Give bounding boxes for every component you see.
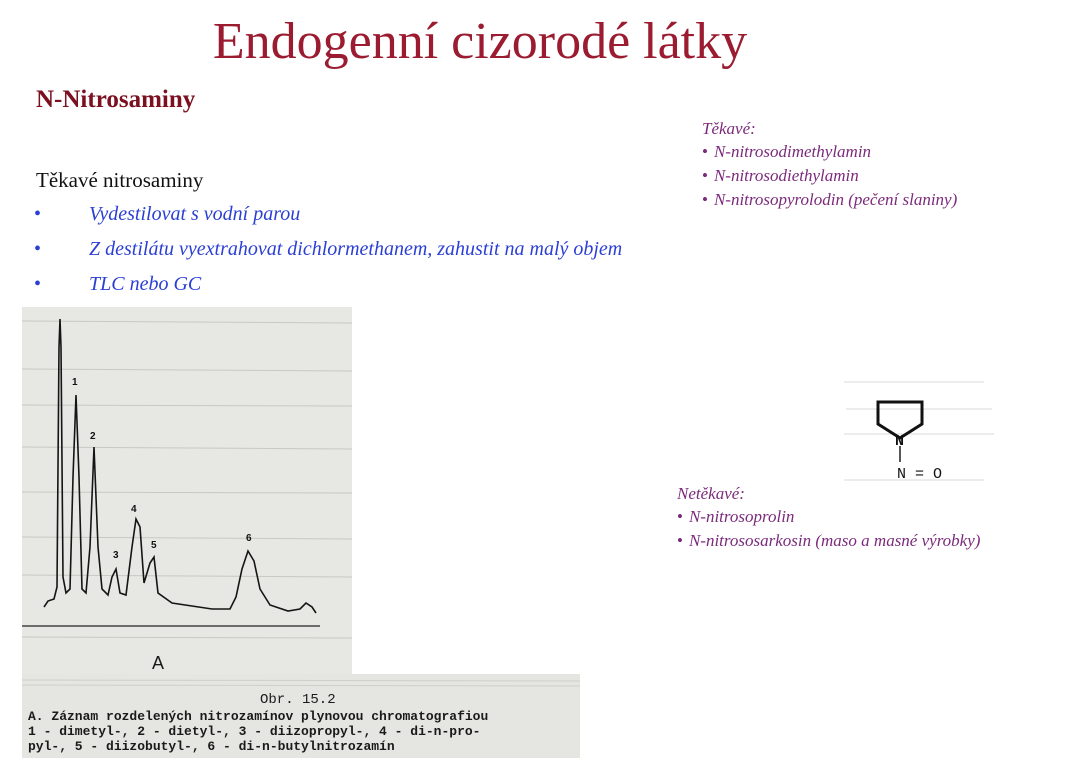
volatile-heading: Těkavé nitrosaminy [36,168,204,192]
panel-label: A [152,653,165,673]
ring-nitrogen-label: N [895,433,905,450]
list-item [702,190,957,214]
peak-label: 3 [113,550,119,561]
n-nitrosopyrrolidine-structure [844,372,1004,502]
procedure-step-text: TLC nebo GC [89,273,202,295]
peak-label: 5 [151,540,157,551]
figure-caption-line: pyl-, 5 - diizobutyl-, 6 - di-n-butylnitrozamín [28,739,395,754]
bullet: • [34,203,42,225]
bullet: • [702,190,708,209]
list-item [677,531,980,555]
figure-caption-line: 1 - dimetyl-, 2 - dietyl-, 3 - diizopropyl-, 4 - di-n-pro- [28,724,481,739]
bullet: • [677,531,683,550]
volatile-compounds-list [702,119,957,214]
slide-title: Endogenní cizorodé látky [212,13,748,70]
list-item-text: N-nitrosodimethylamin [713,142,872,161]
peak-label: 1 [72,377,78,388]
peak-label: 2 [90,431,96,442]
list-item [702,142,957,166]
list-item-text: N-nitrosopyrolodin (pečení slaniny) [713,190,958,209]
nitroso-group-label: N = O [897,466,943,483]
chromatogram-trace [22,307,352,681]
bullet: • [677,507,683,526]
slide-subtitle: N-Nitrosaminy [36,86,196,113]
list-item-text: N-nitrososarkosin (maso a masné výrobky) [688,531,981,550]
peak-label: 6 [246,533,252,544]
procedure-step-text: Z destilátu vyextrahovat dichlormethanem, zahustit na malý objem [89,238,623,260]
figure-caption-scan [22,674,580,758]
list-item [702,166,957,190]
list-item-text: N-nitrosodiethylamin [713,166,859,185]
chromatogram-scan [22,307,352,681]
bullet: • [34,238,42,260]
nonvolatile-compounds-heading: Netěkavé: [677,484,745,503]
peak-label: 4 [131,504,137,515]
list-item-text: N-nitrosoprolin [688,507,795,526]
procedure-step-text: Vydestilovat s vodní parou [89,203,301,225]
bullet: • [702,166,708,185]
list-item [677,507,980,531]
figure-caption-title: A. Záznam rozdelených nitrozamínov plynovou chromatografiou [28,709,489,724]
bullet: • [34,273,42,295]
figure-number: Obr. 15.2 [260,692,336,708]
bullet: • [702,142,708,161]
volatile-compounds-heading: Těkavé: [702,119,756,138]
